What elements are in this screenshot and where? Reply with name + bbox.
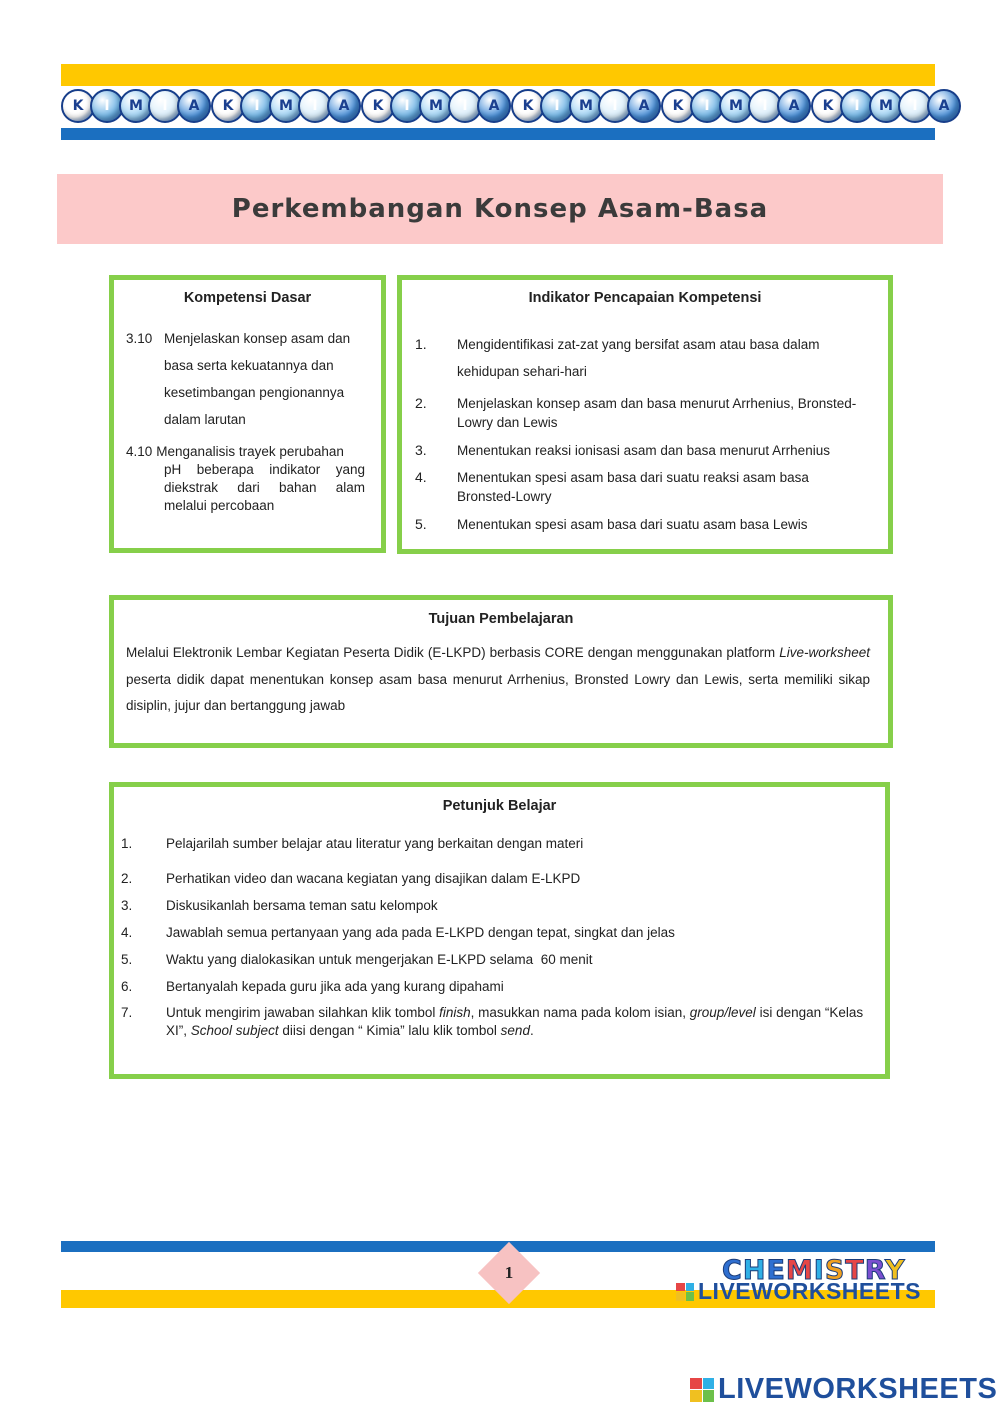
kimia-bubble: A [627,89,661,123]
kd-line: dalam larutan [164,412,246,427]
petunjuk-text: Waktu yang dialokasikan untuk mengerjakan E-LKPD selama 60 menit [166,952,593,967]
chemistry-letter: R [864,1255,886,1286]
kimia-bubble: I [90,89,124,123]
kimia-bubble: K [361,89,395,123]
chemistry-letter: Y [885,1255,906,1286]
kd-line: diekstrak dari bahan alam [164,480,365,495]
kimia-bubble: M [269,89,303,123]
kimia-bubble: I [298,89,332,123]
petunjuk-number: 2. [121,871,133,886]
kimia-bubble: K [61,89,95,123]
tujuan-paragraph [126,640,870,720]
header-blue-band [61,128,935,140]
kd-item-3-10 [126,325,365,433]
kimia-bubble: I [148,89,182,123]
indikator-number: 2. [415,395,427,411]
petunjuk-item [121,951,879,969]
indikator-number: 3. [415,442,427,458]
indikator-text: Mengidentifikasi zat-zat yang bersifat asam atau basa dalam kehidupan sehari-hari [457,337,820,379]
kimia-word [661,89,811,123]
indikator-item [415,468,870,506]
p7-text: Untuk mengirim jawaban silahkan klik tombol [166,1005,440,1020]
chemistry-letter: T [845,1255,865,1286]
kd-line: melalui percobaan [164,498,275,513]
tujuan-box [109,595,893,748]
p7-emph: group/level [689,1005,756,1020]
icon-square [690,1378,702,1390]
kimia-word [511,89,661,123]
indikator-number: 5. [415,516,427,532]
kimia-bubble: A [177,89,211,123]
petunjuk-number: 1. [121,836,133,851]
title-bar [57,174,943,244]
petunjuk-item [121,897,879,915]
kimia-bubble: A [777,89,811,123]
kimia-bubble: K [511,89,545,123]
petunjuk-text: Jawablah semua pertanyaan yang ada pada E-LKPD dengan tepat, singkat dan jelas [166,925,675,940]
icon-square [676,1283,685,1292]
petunjuk-number: 7. [121,1005,133,1020]
kimia-bubble: M [869,89,903,123]
watermark-liveworksheets-logo [690,1373,997,1406]
icon-square [690,1390,702,1402]
kimia-bubble: I [540,89,574,123]
icon-square [686,1292,695,1301]
kimia-word [811,89,961,123]
petunjuk-number: 6. [121,979,133,994]
icon-square [703,1390,715,1402]
chemistry-letter: C [722,1255,743,1286]
watermark-text: LIVEWORKSHEETS [718,1373,998,1405]
p7-text: , masukkan nama pada kolom isian, [470,1005,690,1020]
chemistry-letter: S [824,1255,846,1286]
kd-number: 3.10 [126,331,153,346]
icon-square [703,1378,715,1390]
petunjuk-text: Pelajarilah sumber belajar atau literatur yang berkaitan dengan materi [166,836,584,851]
kimia-bubble: I [390,89,424,123]
kimia-bubble-banner [61,86,950,126]
header-yellow-band [61,64,935,86]
footer-liveworksheets-logo [676,1278,921,1305]
chemistry-letter: M [785,1255,814,1286]
chemistry-letter: I [813,1255,825,1286]
icon-square [676,1292,685,1301]
kimia-bubble: I [898,89,932,123]
kompetensi-dasar-box [109,275,386,553]
petunjuk-item [121,870,879,888]
liveworksheets-icon [690,1378,714,1402]
petunjuk-text: Bertanyalah kepada guru jika ada yang kurang dipahami [166,979,504,994]
kd-item-4-10 [126,443,365,515]
kimia-bubble: M [119,89,153,123]
kd-line: kesetimbangan pengionannya [164,385,345,400]
kd-line: basa serta kekuatannya dan [164,358,334,373]
kompetensi-dasar-heading: Kompetensi Dasar [183,290,312,306]
kd-line: Menjelaskan konsep asam dan [164,331,351,346]
indikator-item [415,331,870,385]
kimia-word [211,89,361,123]
indikator-box [397,275,893,554]
petunjuk-item [121,978,879,996]
kimia-word [61,89,211,123]
kimia-bubble: I [690,89,724,123]
chemistry-letter: E [766,1255,786,1286]
chemistry-letter: H [742,1255,767,1286]
kd-line: Menganalisis trayek perubahan [156,444,344,459]
petunjuk-text: Diskusikanlah bersama teman satu kelompok [166,898,438,913]
p7-emph: finish [439,1005,471,1020]
petunjuk-box [109,782,890,1079]
liveworksheets-icon [676,1283,694,1301]
indikator-text: Menjelaskan konsep asam dan basa menurut Arrhenius, Bronsted-Lowry dan Lewis [457,396,857,430]
indikator-item [415,515,870,534]
tujuan-platform: Live-worksheet [779,645,870,660]
kd-number: 4.10 [126,444,153,459]
petunjuk-text [166,1004,879,1040]
tujuan-text: peserta didik dapat menentukan konsep asam basa menurut Arrhenius, Bronsted Lowry dan Lewis, serta memiliki sikap disiplin, jujur dan bertanggung jawab [126,671,870,713]
petunjuk-number: 5. [121,952,133,967]
petunjuk-item [121,835,879,853]
kimia-bubble: I [748,89,782,123]
tujuan-heading: Tujuan Pembelajaran [428,611,574,627]
petunjuk-heading: Petunjuk Belajar [442,798,557,814]
kimia-word [361,89,511,123]
indikator-item [415,394,870,432]
p7-emph: School subject [190,1023,279,1038]
p7-emph: send [500,1023,530,1038]
indikator-heading: Indikator Pencapaian Kompetensi [528,290,762,306]
kimia-bubble: K [211,89,245,123]
indikator-item [415,441,870,460]
indikator-text: Menentukan spesi asam basa dari suatu asam basa Lewis [457,517,808,532]
kimia-bubble: A [927,89,961,123]
petunjuk-number: 3. [121,898,133,913]
p7-text: isi dengan “Kelas XI”, [166,1005,864,1038]
page-number: 1 [504,1263,514,1282]
petunjuk-number: 4. [121,925,133,940]
petunjuk-item [121,924,879,942]
indikator-number: 4. [415,469,427,485]
kimia-bubble: K [811,89,845,123]
kimia-bubble: I [448,89,482,123]
kimia-bubble: M [569,89,603,123]
kimia-bubble: M [419,89,453,123]
icon-square [686,1283,695,1292]
kimia-bubble: A [327,89,361,123]
kimia-bubble: I [240,89,274,123]
p7-text: . [529,1023,534,1038]
petunjuk-text: Perhatikan video dan wacana kegiatan yang disajikan dalam E-LKPD [166,871,581,886]
p7-text: diisi dengan “ Kimia” lalu klik tombol [278,1023,501,1038]
tujuan-text: Melalui Elektronik Lembar Kegiatan Peserta Didik (E-LKPD) berbasis CORE dengan menggunakan platform [126,645,780,660]
indikator-text: Menentukan spesi asam basa dari suatu reaksi asam basa Bronsted-Lowry [457,470,809,504]
kimia-bubble: M [719,89,753,123]
petunjuk-item-7 [121,1004,879,1040]
indikator-text: Menentukan reaksi ionisasi asam dan basa menurut Arrhenius [457,443,830,458]
page-title: Perkembangan Konsep Asam-Basa [231,194,769,224]
kimia-bubble: A [477,89,511,123]
liveworksheets-text: LIVEWORKSHEETS [698,1278,921,1304]
kimia-bubble: K [661,89,695,123]
kimia-bubble: I [840,89,874,123]
kimia-bubble: I [598,89,632,123]
kd-line: pH beberapa indikator yang [164,462,365,477]
indikator-number: 1. [415,336,427,352]
